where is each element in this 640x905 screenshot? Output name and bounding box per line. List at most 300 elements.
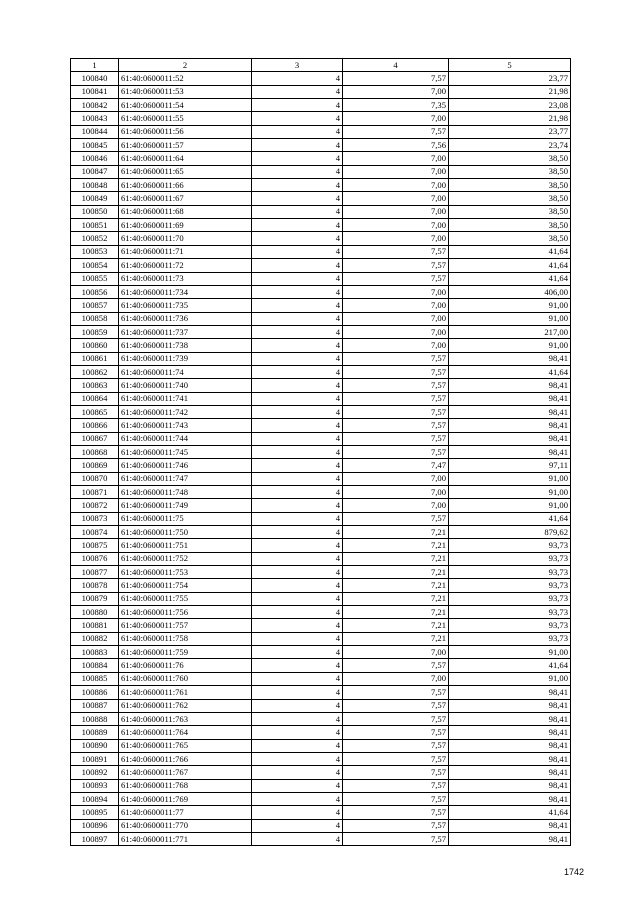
column-5-value: 21,98 <box>449 112 571 125</box>
column-3-value: 4 <box>252 619 343 632</box>
column-3-value: 4 <box>252 312 343 325</box>
column-4-value: 7,57 <box>343 432 449 445</box>
column-3-value: 4 <box>252 806 343 819</box>
table-row <box>71 245 571 258</box>
column-5-value: 93,73 <box>449 606 571 619</box>
column-5-value: 38,50 <box>449 205 571 218</box>
column-3-value: 4 <box>252 352 343 365</box>
row-number: 100872 <box>71 499 119 512</box>
table-row <box>71 192 571 205</box>
table-row <box>71 232 571 245</box>
column-4-value: 7,00 <box>343 299 449 312</box>
table-row <box>71 686 571 699</box>
column-4-value: 7,00 <box>343 472 449 485</box>
column-5-value: 23,77 <box>449 72 571 85</box>
cadastral-number: 61:40:0600011:54 <box>119 99 252 112</box>
column-4-value: 7,21 <box>343 539 449 552</box>
column-5-value: 406,00 <box>449 285 571 298</box>
row-number: 100875 <box>71 539 119 552</box>
cadastral-number: 61:40:0600011:770 <box>119 819 252 832</box>
column-4-value: 7,00 <box>343 192 449 205</box>
column-3-value: 4 <box>252 365 343 378</box>
cadastral-number: 61:40:0600011:65 <box>119 165 252 178</box>
table-row <box>71 726 571 739</box>
column-3-value: 4 <box>252 419 343 432</box>
cadastral-number: 61:40:0600011:77 <box>119 806 252 819</box>
cadastral-number: 61:40:0600011:749 <box>119 499 252 512</box>
table-row <box>71 392 571 405</box>
column-4-value: 7,56 <box>343 139 449 152</box>
table-row <box>71 712 571 725</box>
column-4-value: 7,00 <box>343 672 449 685</box>
row-number: 100855 <box>71 272 119 285</box>
column-3-value: 4 <box>252 285 343 298</box>
table-row <box>71 72 571 85</box>
column-5-value: 98,41 <box>449 379 571 392</box>
column-4-value: 7,00 <box>343 285 449 298</box>
column-5-value: 38,50 <box>449 192 571 205</box>
cadastral-number: 61:40:0600011:738 <box>119 339 252 352</box>
cadastral-number: 61:40:0600011:758 <box>119 632 252 645</box>
row-number: 100858 <box>71 312 119 325</box>
row-number: 100884 <box>71 659 119 672</box>
row-number: 100873 <box>71 512 119 525</box>
column-3-value: 4 <box>252 339 343 352</box>
cadastral-number: 61:40:0600011:73 <box>119 272 252 285</box>
row-number: 100891 <box>71 752 119 765</box>
column-5-value: 41,64 <box>449 659 571 672</box>
column-5-value: 93,73 <box>449 592 571 605</box>
table-row <box>71 752 571 765</box>
column-5-value: 91,00 <box>449 299 571 312</box>
column-3-value: 4 <box>252 752 343 765</box>
table-row <box>71 432 571 445</box>
column-5-value: 98,41 <box>449 432 571 445</box>
cadastral-number: 61:40:0600011:769 <box>119 792 252 805</box>
column-5-value: 91,00 <box>449 672 571 685</box>
table-row <box>71 179 571 192</box>
column-4-value: 7,57 <box>343 365 449 378</box>
column-5-value: 93,73 <box>449 566 571 579</box>
column-5-value: 98,41 <box>449 419 571 432</box>
column-5-value: 97,11 <box>449 459 571 472</box>
column-4-value: 7,35 <box>343 99 449 112</box>
cadastral-number: 61:40:0600011:759 <box>119 646 252 659</box>
table-header-row <box>71 59 571 72</box>
row-number: 100864 <box>71 392 119 405</box>
cadastral-number: 61:40:0600011:768 <box>119 779 252 792</box>
column-5-value: 41,64 <box>449 245 571 258</box>
column-5-value: 23,08 <box>449 99 571 112</box>
column-4-value: 7,00 <box>343 165 449 178</box>
column-4-value: 7,57 <box>343 819 449 832</box>
table-row <box>71 806 571 819</box>
cadastral-number: 61:40:0600011:755 <box>119 592 252 605</box>
column-3-value: 4 <box>252 779 343 792</box>
column-5-value: 91,00 <box>449 486 571 499</box>
column-4-value: 7,00 <box>343 232 449 245</box>
column-3-value: 4 <box>252 486 343 499</box>
column-5-value: 98,41 <box>449 392 571 405</box>
row-number: 100842 <box>71 99 119 112</box>
table-row <box>71 125 571 138</box>
cadastral-number: 61:40:0600011:748 <box>119 486 252 499</box>
cadastral-number: 61:40:0600011:750 <box>119 526 252 539</box>
cadastral-number: 61:40:0600011:761 <box>119 686 252 699</box>
column-3-value: 4 <box>252 179 343 192</box>
column-4-value: 7,00 <box>343 312 449 325</box>
table-row <box>71 259 571 272</box>
column-5-value: 41,64 <box>449 365 571 378</box>
column-3-value: 4 <box>252 165 343 178</box>
column-3-value: 4 <box>252 272 343 285</box>
row-number: 100847 <box>71 165 119 178</box>
table-row <box>71 365 571 378</box>
column-5-value: 98,41 <box>449 739 571 752</box>
row-number: 100887 <box>71 699 119 712</box>
cadastral-number: 61:40:0600011:763 <box>119 712 252 725</box>
column-3-value: 4 <box>252 459 343 472</box>
table-row <box>71 99 571 112</box>
row-number: 100848 <box>71 179 119 192</box>
column-3-value: 4 <box>252 245 343 258</box>
column-5-value: 98,41 <box>449 726 571 739</box>
document-page <box>70 58 571 846</box>
column-3-value: 4 <box>252 726 343 739</box>
column-header-1: 1 <box>71 59 119 72</box>
table-row <box>71 85 571 98</box>
table-row <box>71 405 571 418</box>
column-5-value: 38,50 <box>449 219 571 232</box>
table-row <box>71 672 571 685</box>
row-number: 100865 <box>71 405 119 418</box>
row-number: 100881 <box>71 619 119 632</box>
cadastral-number: 61:40:0600011:745 <box>119 445 252 458</box>
table-row <box>71 592 571 605</box>
row-number: 100870 <box>71 472 119 485</box>
column-3-value: 4 <box>252 219 343 232</box>
cadastral-number: 61:40:0600011:734 <box>119 285 252 298</box>
row-number: 100840 <box>71 72 119 85</box>
cadastral-number: 61:40:0600011:70 <box>119 232 252 245</box>
row-number: 100856 <box>71 285 119 298</box>
column-header-5: 5 <box>449 59 571 72</box>
column-4-value: 7,57 <box>343 699 449 712</box>
column-4-value: 7,00 <box>343 219 449 232</box>
column-3-value: 4 <box>252 152 343 165</box>
row-number: 100890 <box>71 739 119 752</box>
column-3-value: 4 <box>252 325 343 338</box>
column-3-value: 4 <box>252 139 343 152</box>
column-5-value: 93,73 <box>449 539 571 552</box>
table-row <box>71 272 571 285</box>
cadastral-number: 61:40:0600011:75 <box>119 512 252 525</box>
cadastral-number: 61:40:0600011:754 <box>119 579 252 592</box>
cadastral-number: 61:40:0600011:742 <box>119 405 252 418</box>
table-body <box>71 72 571 846</box>
column-5-value: 98,41 <box>449 752 571 765</box>
row-number: 100878 <box>71 579 119 592</box>
row-number: 100871 <box>71 486 119 499</box>
column-5-value: 98,41 <box>449 819 571 832</box>
cadastral-number: 61:40:0600011:756 <box>119 606 252 619</box>
column-3-value: 4 <box>252 792 343 805</box>
table-row <box>71 112 571 125</box>
table-row <box>71 539 571 552</box>
column-5-value: 98,41 <box>449 766 571 779</box>
row-number: 100868 <box>71 445 119 458</box>
row-number: 100894 <box>71 792 119 805</box>
column-4-value: 7,00 <box>343 646 449 659</box>
cadastral-number: 61:40:0600011:76 <box>119 659 252 672</box>
row-number: 100889 <box>71 726 119 739</box>
column-4-value: 7,00 <box>343 499 449 512</box>
cadastral-number: 61:40:0600011:766 <box>119 752 252 765</box>
cadastral-number: 61:40:0600011:737 <box>119 325 252 338</box>
column-3-value: 4 <box>252 72 343 85</box>
column-3-value: 4 <box>252 392 343 405</box>
column-5-value: 93,73 <box>449 552 571 565</box>
cadastral-number: 61:40:0600011:747 <box>119 472 252 485</box>
table-row <box>71 165 571 178</box>
row-number: 100853 <box>71 245 119 258</box>
row-number: 100859 <box>71 325 119 338</box>
table-row <box>71 486 571 499</box>
cadastral-number: 61:40:0600011:751 <box>119 539 252 552</box>
column-4-value: 7,21 <box>343 632 449 645</box>
cadastral-number: 61:40:0600011:64 <box>119 152 252 165</box>
row-number: 100845 <box>71 139 119 152</box>
table-row <box>71 459 571 472</box>
column-3-value: 4 <box>252 686 343 699</box>
cadastral-number: 61:40:0600011:74 <box>119 365 252 378</box>
cadastral-number: 61:40:0600011:67 <box>119 192 252 205</box>
cadastral-number: 61:40:0600011:741 <box>119 392 252 405</box>
column-3-value: 4 <box>252 405 343 418</box>
row-number: 100880 <box>71 606 119 619</box>
column-3-value: 4 <box>252 445 343 458</box>
column-4-value: 7,00 <box>343 325 449 338</box>
row-number: 100846 <box>71 152 119 165</box>
column-5-value: 98,41 <box>449 686 571 699</box>
column-3-value: 4 <box>252 566 343 579</box>
row-number: 100877 <box>71 566 119 579</box>
table-row <box>71 152 571 165</box>
cadastral-number: 61:40:0600011:72 <box>119 259 252 272</box>
table-row <box>71 552 571 565</box>
column-4-value: 7,00 <box>343 179 449 192</box>
column-5-value: 217,00 <box>449 325 571 338</box>
table-row <box>71 526 571 539</box>
table-row <box>71 472 571 485</box>
table-row <box>71 325 571 338</box>
cadastral-number: 61:40:0600011:762 <box>119 699 252 712</box>
column-3-value: 4 <box>252 592 343 605</box>
column-4-value: 7,57 <box>343 405 449 418</box>
column-3-value: 4 <box>252 672 343 685</box>
column-3-value: 4 <box>252 832 343 845</box>
column-5-value: 41,64 <box>449 512 571 525</box>
cadastral-number: 61:40:0600011:760 <box>119 672 252 685</box>
cadastral-number: 61:40:0600011:753 <box>119 566 252 579</box>
cadastral-number: 61:40:0600011:69 <box>119 219 252 232</box>
column-3-value: 4 <box>252 526 343 539</box>
column-3-value: 4 <box>252 299 343 312</box>
column-5-value: 98,41 <box>449 405 571 418</box>
row-number: 100857 <box>71 299 119 312</box>
column-3-value: 4 <box>252 646 343 659</box>
column-4-value: 7,57 <box>343 445 449 458</box>
column-4-value: 7,57 <box>343 419 449 432</box>
column-3-value: 4 <box>252 499 343 512</box>
column-4-value: 7,57 <box>343 352 449 365</box>
table-row <box>71 285 571 298</box>
column-3-value: 4 <box>252 539 343 552</box>
column-5-value: 879,62 <box>449 526 571 539</box>
row-number: 100841 <box>71 85 119 98</box>
row-number: 100843 <box>71 112 119 125</box>
column-4-value: 7,57 <box>343 726 449 739</box>
column-4-value: 7,57 <box>343 72 449 85</box>
table-row <box>71 445 571 458</box>
column-5-value: 98,41 <box>449 832 571 845</box>
table-row <box>71 352 571 365</box>
column-5-value: 23,77 <box>449 125 571 138</box>
column-5-value: 98,41 <box>449 792 571 805</box>
cadastral-number: 61:40:0600011:66 <box>119 179 252 192</box>
column-5-value: 91,00 <box>449 312 571 325</box>
column-3-value: 4 <box>252 766 343 779</box>
column-4-value: 7,21 <box>343 619 449 632</box>
column-3-value: 4 <box>252 739 343 752</box>
column-5-value: 21,98 <box>449 85 571 98</box>
row-number: 100895 <box>71 806 119 819</box>
table-row <box>71 699 571 712</box>
column-4-value: 7,00 <box>343 152 449 165</box>
column-3-value: 4 <box>252 125 343 138</box>
column-5-value: 38,50 <box>449 152 571 165</box>
column-5-value: 23,74 <box>449 139 571 152</box>
column-4-value: 7,00 <box>343 339 449 352</box>
row-number: 100861 <box>71 352 119 365</box>
column-4-value: 7,57 <box>343 272 449 285</box>
column-3-value: 4 <box>252 606 343 619</box>
row-number: 100852 <box>71 232 119 245</box>
table-row <box>71 312 571 325</box>
column-5-value: 41,64 <box>449 272 571 285</box>
table-row <box>71 299 571 312</box>
row-number: 100866 <box>71 419 119 432</box>
cadastral-number: 61:40:0600011:746 <box>119 459 252 472</box>
column-4-value: 7,57 <box>343 379 449 392</box>
row-number: 100851 <box>71 219 119 232</box>
column-4-value: 7,57 <box>343 686 449 699</box>
column-5-value: 91,00 <box>449 499 571 512</box>
column-5-value: 91,00 <box>449 646 571 659</box>
cadastral-number: 61:40:0600011:764 <box>119 726 252 739</box>
table-row <box>71 832 571 845</box>
column-4-value: 7,57 <box>343 245 449 258</box>
cadastral-number: 61:40:0600011:767 <box>119 766 252 779</box>
table-row <box>71 792 571 805</box>
cadastral-number: 61:40:0600011:765 <box>119 739 252 752</box>
column-header-3: 3 <box>252 59 343 72</box>
column-3-value: 4 <box>252 99 343 112</box>
cadastral-number: 61:40:0600011:68 <box>119 205 252 218</box>
column-4-value: 7,57 <box>343 739 449 752</box>
column-3-value: 4 <box>252 579 343 592</box>
cadastral-number: 61:40:0600011:735 <box>119 299 252 312</box>
table-row <box>71 659 571 672</box>
column-4-value: 7,57 <box>343 392 449 405</box>
column-4-value: 7,57 <box>343 712 449 725</box>
column-4-value: 7,57 <box>343 125 449 138</box>
column-3-value: 4 <box>252 432 343 445</box>
row-number: 100874 <box>71 526 119 539</box>
table-row <box>71 739 571 752</box>
column-3-value: 4 <box>252 712 343 725</box>
column-4-value: 7,57 <box>343 659 449 672</box>
table-row <box>71 779 571 792</box>
row-number: 100882 <box>71 632 119 645</box>
column-5-value: 93,73 <box>449 619 571 632</box>
table-row <box>71 205 571 218</box>
cadastral-number: 61:40:0600011:752 <box>119 552 252 565</box>
row-number: 100886 <box>71 686 119 699</box>
column-3-value: 4 <box>252 659 343 672</box>
cadastral-number: 61:40:0600011:56 <box>119 125 252 138</box>
cadastral-number: 61:40:0600011:52 <box>119 72 252 85</box>
column-5-value: 93,73 <box>449 632 571 645</box>
row-number: 100893 <box>71 779 119 792</box>
row-number: 100892 <box>71 766 119 779</box>
table-row <box>71 766 571 779</box>
column-4-value: 7,57 <box>343 779 449 792</box>
row-number: 100854 <box>71 259 119 272</box>
column-4-value: 7,00 <box>343 112 449 125</box>
table-row <box>71 499 571 512</box>
column-5-value: 98,41 <box>449 352 571 365</box>
row-number: 100849 <box>71 192 119 205</box>
row-number: 100869 <box>71 459 119 472</box>
column-4-value: 7,57 <box>343 832 449 845</box>
column-4-value: 7,57 <box>343 792 449 805</box>
cadastral-number: 61:40:0600011:744 <box>119 432 252 445</box>
column-3-value: 4 <box>252 472 343 485</box>
cadastral-number: 61:40:0600011:71 <box>119 245 252 258</box>
column-3-value: 4 <box>252 85 343 98</box>
column-3-value: 4 <box>252 819 343 832</box>
column-4-value: 7,21 <box>343 579 449 592</box>
column-4-value: 7,21 <box>343 566 449 579</box>
column-4-value: 7,00 <box>343 205 449 218</box>
column-4-value: 7,57 <box>343 806 449 819</box>
table-row <box>71 579 571 592</box>
row-number: 100885 <box>71 672 119 685</box>
column-3-value: 4 <box>252 379 343 392</box>
column-5-value: 41,64 <box>449 259 571 272</box>
column-4-value: 7,57 <box>343 752 449 765</box>
column-3-value: 4 <box>252 232 343 245</box>
column-5-value: 98,41 <box>449 699 571 712</box>
table-row <box>71 606 571 619</box>
column-5-value: 38,50 <box>449 165 571 178</box>
row-number: 100844 <box>71 125 119 138</box>
cadastral-number: 61:40:0600011:743 <box>119 419 252 432</box>
row-number: 100897 <box>71 832 119 845</box>
row-number: 100860 <box>71 339 119 352</box>
column-5-value: 93,73 <box>449 579 571 592</box>
